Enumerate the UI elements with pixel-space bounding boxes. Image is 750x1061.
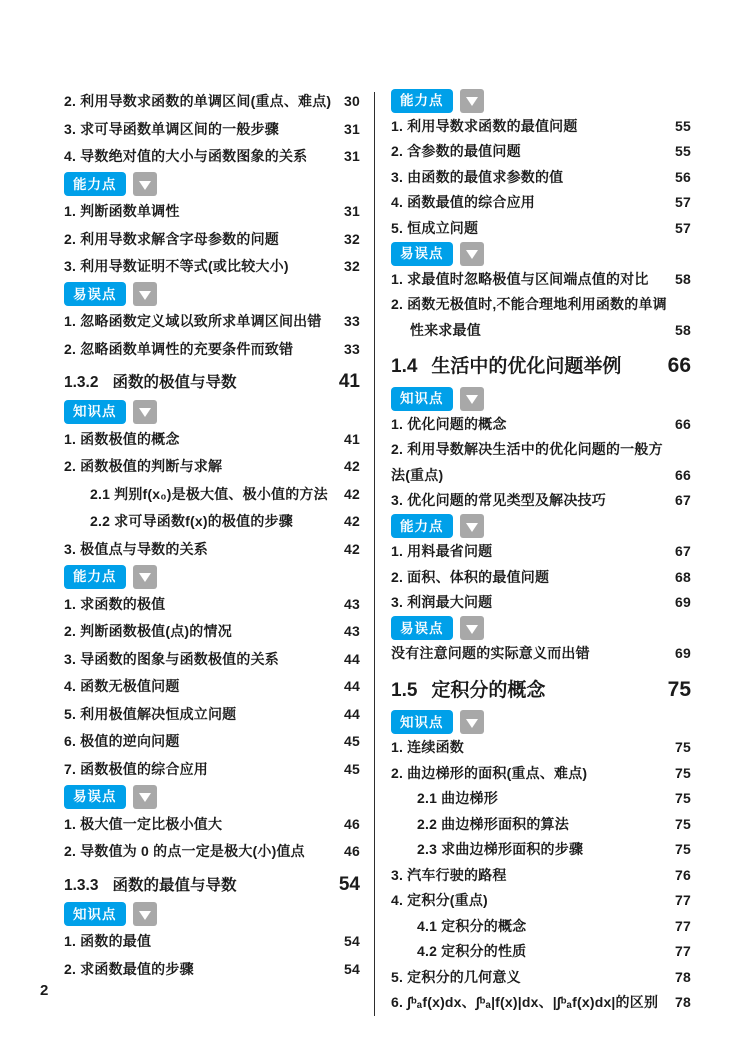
chevron-down-icon bbox=[460, 616, 484, 640]
toc-item-page-number: 56 bbox=[675, 168, 691, 185]
toc-item-page-number: 78 bbox=[675, 994, 691, 1010]
section-number: 1.3.2 bbox=[64, 374, 99, 391]
toc-item bbox=[391, 641, 691, 667]
toc-item-label: 2. 面积、体积的最值问题 bbox=[391, 568, 550, 585]
toc-item-label: 3. 导函数的图象与函数极值的关系 bbox=[64, 650, 279, 667]
toc-item-label: 1. 求最值时忽略极值与区间端点值的对比 bbox=[391, 270, 649, 287]
toc-item bbox=[391, 888, 691, 914]
badge-row bbox=[64, 398, 360, 426]
toc-item bbox=[64, 308, 360, 336]
toc-item-label: 2. 含参数的最值问题 bbox=[391, 143, 521, 159]
badge-row bbox=[391, 710, 691, 736]
toc-item-label: 2. 函数极值的判断与求解 bbox=[64, 458, 223, 474]
toc-item bbox=[64, 956, 360, 984]
toc-item bbox=[391, 812, 691, 838]
toc-item-label: 2. 曲边梯形的面积(重点、难点) bbox=[391, 764, 588, 781]
badge-row bbox=[391, 241, 691, 267]
toc-item-label: 5. 利用极值解决恒成立问题 bbox=[64, 705, 237, 722]
toc-item-page-number: 77 bbox=[675, 943, 691, 959]
badge-row bbox=[64, 901, 360, 929]
toc-item-page-number: 75 bbox=[675, 815, 691, 832]
toc-item-label: 3. 利润最大问题 bbox=[391, 594, 493, 610]
toc-item-label: 5. 恒成立问题 bbox=[391, 219, 479, 236]
toc-item-label: 1. 求函数的极值 bbox=[64, 595, 166, 612]
toc-item bbox=[391, 412, 691, 438]
toc-item bbox=[64, 143, 360, 171]
chevron-down-icon bbox=[133, 172, 157, 196]
toc-item-page-number: 75 bbox=[675, 764, 691, 781]
section-heading bbox=[64, 866, 360, 901]
toc-item-page-number: 75 bbox=[675, 790, 691, 806]
badge-ability: 能力点 bbox=[391, 89, 453, 113]
triangle-glyph bbox=[466, 719, 478, 728]
toc-item-label: 2. 忽略函数单调性的充要条件而致错 bbox=[64, 340, 294, 357]
badge-row bbox=[64, 171, 360, 199]
triangle-glyph bbox=[466, 97, 478, 106]
triangle-glyph bbox=[139, 291, 151, 300]
toc-item-page-number: 57 bbox=[675, 194, 691, 210]
chevron-down-icon bbox=[133, 282, 157, 306]
toc-item bbox=[391, 437, 691, 488]
toc-item bbox=[64, 673, 360, 701]
toc-item-page-number: 32 bbox=[344, 230, 360, 247]
toc-item-page-number: 76 bbox=[675, 866, 691, 883]
toc-item-page-number: 44 bbox=[344, 650, 360, 667]
chevron-down-icon bbox=[133, 902, 157, 926]
toc-item-page-number: 55 bbox=[675, 143, 691, 159]
section-page-number: 54 bbox=[338, 873, 360, 895]
toc-item bbox=[64, 453, 360, 481]
toc-item-label: 2. 求函数最值的步骤 bbox=[64, 960, 194, 977]
badge-row bbox=[64, 563, 360, 591]
toc-item-page-number: 46 bbox=[344, 815, 360, 832]
toc-item-page-number: 54 bbox=[344, 933, 360, 949]
toc-item-label: 2.2 求可导函数f(x)的极值的步骤 bbox=[90, 513, 293, 529]
toc-item-label: 3. 汽车行驶的路程 bbox=[391, 866, 507, 883]
toc-item-label: 1. 判断函数单调性 bbox=[64, 203, 180, 219]
badge-row bbox=[391, 514, 691, 540]
toc-item-page-number: 44 bbox=[344, 705, 360, 722]
toc-item-label: 2. 利用导数求解含字母参数的问题 bbox=[64, 230, 279, 247]
toc-item bbox=[64, 701, 360, 729]
toc-item-page-number: 31 bbox=[344, 148, 360, 164]
badge-error: 易误点 bbox=[64, 785, 126, 809]
triangle-glyph bbox=[139, 573, 151, 582]
toc-item-label: 2.1 曲边梯形 bbox=[417, 790, 498, 806]
toc-item-label: 1. 用料最省问题 bbox=[391, 543, 493, 559]
section-heading bbox=[64, 363, 360, 398]
toc-item-label: 4. 函数无极值问题 bbox=[64, 678, 180, 694]
toc-item-label: 3. 求可导函数单调区间的一般步骤 bbox=[64, 120, 279, 137]
triangle-glyph bbox=[466, 250, 478, 259]
toc-item-label: 3. 由函数的最值求参数的值 bbox=[391, 168, 564, 185]
toc-item bbox=[391, 735, 691, 761]
toc-item bbox=[391, 837, 691, 863]
section-title: 定积分的概念 bbox=[431, 679, 546, 701]
badge-error: 易误点 bbox=[391, 616, 453, 640]
triangle-glyph bbox=[139, 408, 151, 417]
section-page-number: 41 bbox=[338, 371, 360, 392]
toc-item-label: 1. 忽略函数定义域以致所求单调区间出错 bbox=[64, 313, 322, 329]
toc-item-label: 6. 极值的逆向问题 bbox=[64, 733, 180, 749]
toc-item-label: 2. 利用导数求函数的单调区间(重点、难点) bbox=[64, 93, 332, 109]
toc-item bbox=[64, 253, 360, 281]
toc-item-page-number: 43 bbox=[344, 623, 360, 639]
toc-item-page-number: 42 bbox=[344, 485, 360, 502]
toc-item-page-number: 31 bbox=[344, 203, 360, 219]
toc-item-label: 4. 定积分(重点) bbox=[391, 892, 488, 908]
toc-item bbox=[391, 914, 691, 940]
toc-item-label: 3. 极值点与导数的关系 bbox=[64, 540, 208, 557]
toc-item-label: 2.2 曲边梯形面积的算法 bbox=[417, 815, 569, 832]
toc-item-label: 1. 优化问题的概念 bbox=[391, 415, 507, 432]
toc-item-label: 4. 函数最值的综合应用 bbox=[391, 194, 535, 210]
chevron-down-icon bbox=[460, 89, 484, 113]
column-divider bbox=[374, 92, 375, 1016]
badge-row bbox=[391, 616, 691, 642]
toc-item-page-number: 42 bbox=[344, 513, 360, 529]
toc-item bbox=[391, 863, 691, 889]
toc-item bbox=[64, 508, 360, 536]
toc-item bbox=[391, 165, 691, 191]
toc-item bbox=[64, 728, 360, 756]
toc-item-label: 2.1 判别f(x₀)是极大值、极小值的方法 bbox=[90, 485, 328, 502]
badge-ability: 能力点 bbox=[64, 565, 126, 589]
toc-item-page-number: 41 bbox=[344, 430, 360, 447]
chevron-down-icon bbox=[460, 242, 484, 266]
toc-item-page-number: 58 bbox=[675, 321, 691, 338]
section-number: 1.4 bbox=[391, 356, 418, 377]
toc-item bbox=[391, 488, 691, 514]
toc-item-page-number: 67 bbox=[675, 492, 691, 508]
toc-item-page-number: 66 bbox=[675, 466, 691, 483]
badge-error: 易误点 bbox=[391, 242, 453, 266]
chevron-down-icon bbox=[133, 565, 157, 589]
toc-item bbox=[391, 965, 691, 991]
toc-item-page-number: 43 bbox=[344, 595, 360, 612]
badge-knowledge: 知识点 bbox=[391, 387, 453, 411]
toc-item-label: 5. 定积分的几何意义 bbox=[391, 968, 521, 985]
triangle-glyph bbox=[139, 793, 151, 802]
toc-item-label: 1. 连续函数 bbox=[391, 739, 464, 755]
toc-item bbox=[64, 198, 360, 226]
badge-ability: 能力点 bbox=[64, 172, 126, 196]
toc-item-page-number: 42 bbox=[344, 540, 360, 557]
toc-item bbox=[64, 88, 360, 116]
toc-item-label: 1. 函数极值的概念 bbox=[64, 430, 180, 447]
badge-error: 易误点 bbox=[64, 282, 126, 306]
toc-item-page-number: 30 bbox=[344, 93, 360, 109]
section-number: 1.5 bbox=[391, 679, 418, 701]
toc-item bbox=[64, 591, 360, 619]
toc-item-page-number: 58 bbox=[675, 270, 691, 287]
toc-item-page-number: 55 bbox=[675, 117, 691, 134]
badge-row bbox=[64, 783, 360, 811]
toc-item-label: 3. 利用导数证明不等式(或比较大小) bbox=[64, 258, 289, 274]
section-heading bbox=[391, 343, 691, 386]
section-title: 生活中的优化问题举例 bbox=[431, 356, 622, 377]
section-page-number: 75 bbox=[667, 677, 691, 701]
triangle-glyph bbox=[139, 181, 151, 190]
section-title: 函数的极值与导数 bbox=[112, 374, 237, 391]
toc-item bbox=[391, 565, 691, 591]
section-page-number: 66 bbox=[667, 354, 691, 377]
toc-item-label: 1. 利用导数求函数的最值问题 bbox=[391, 117, 578, 134]
toc-item bbox=[391, 761, 691, 787]
toc-item-label: 3. 优化问题的常见类型及解决技巧 bbox=[391, 492, 606, 508]
toc-item-page-number: 77 bbox=[675, 917, 691, 934]
toc-item bbox=[64, 618, 360, 646]
toc-item bbox=[391, 190, 691, 216]
chevron-down-icon bbox=[133, 400, 157, 424]
badge-row bbox=[391, 88, 691, 114]
badge-knowledge: 知识点 bbox=[391, 710, 453, 734]
toc-item bbox=[64, 426, 360, 454]
toc-column-right bbox=[391, 88, 691, 1016]
toc-item-label: 2. 导数值为 0 的点一定是极大(小)值点 bbox=[64, 843, 305, 859]
toc-item bbox=[391, 267, 691, 293]
badge-row bbox=[391, 386, 691, 412]
toc-item bbox=[64, 928, 360, 956]
toc-item-page-number: 45 bbox=[344, 733, 360, 749]
triangle-glyph bbox=[139, 911, 151, 920]
chevron-down-icon bbox=[133, 785, 157, 809]
toc-item-page-number: 78 bbox=[675, 968, 691, 985]
toc-item bbox=[64, 226, 360, 254]
toc-item bbox=[391, 292, 691, 343]
toc-item-page-number: 44 bbox=[344, 678, 360, 694]
badge-ability: 能力点 bbox=[391, 514, 453, 538]
toc-item bbox=[391, 139, 691, 165]
toc-item bbox=[64, 536, 360, 564]
toc-item-label: 4. 导数绝对值的大小与函数图象的关系 bbox=[64, 148, 308, 164]
badge-row bbox=[64, 281, 360, 309]
section-heading bbox=[391, 667, 691, 710]
toc-item bbox=[391, 786, 691, 812]
toc-item bbox=[64, 756, 360, 784]
section-number: 1.3.3 bbox=[64, 876, 99, 894]
toc-item-label: 2.3 求曲边梯形面积的步骤 bbox=[417, 841, 584, 857]
toc-item-label: 6. ∫ᵇₐf(x)dx、∫ᵇₐ|f(x)|dx、|∫ᵇₐf(x)dx|的区别 bbox=[391, 994, 659, 1010]
toc-item-page-number: 42 bbox=[344, 458, 360, 474]
toc-item-page-number: 54 bbox=[344, 960, 360, 977]
toc-item-page-number: 57 bbox=[675, 219, 691, 236]
toc-item-label: 2. 利用导数解决生活中的优化问题的一般方法(重点) bbox=[391, 441, 663, 483]
section-title: 函数的最值与导数 bbox=[112, 876, 237, 894]
toc-item-label: 2. 函数无极值时,不能合理地利用函数的单调性来求最值 bbox=[391, 296, 667, 338]
toc-item-page-number: 45 bbox=[344, 760, 360, 777]
toc-item-page-number: 68 bbox=[675, 568, 691, 585]
page-number: 2 bbox=[40, 982, 49, 999]
triangle-glyph bbox=[466, 395, 478, 404]
toc-item-page-number: 32 bbox=[344, 258, 360, 274]
toc-item bbox=[64, 116, 360, 144]
toc-item bbox=[64, 646, 360, 674]
triangle-glyph bbox=[466, 625, 478, 634]
chevron-down-icon bbox=[460, 387, 484, 411]
toc-item-page-number: 75 bbox=[675, 841, 691, 857]
toc-item bbox=[391, 590, 691, 616]
toc-item bbox=[64, 811, 360, 839]
toc-item-label: 4.2 定积分的性质 bbox=[417, 943, 527, 959]
badge-knowledge: 知识点 bbox=[64, 902, 126, 926]
toc-item-page-number: 75 bbox=[675, 739, 691, 755]
toc-item-label: 1. 函数的最值 bbox=[64, 933, 152, 949]
toc-item-label: 1. 极大值一定比极小值大 bbox=[64, 815, 223, 832]
toc-column-left bbox=[64, 88, 360, 1016]
toc-item bbox=[391, 114, 691, 140]
toc-item-page-number: 69 bbox=[675, 594, 691, 610]
toc-item bbox=[64, 481, 360, 509]
toc-item-label: 4.1 定积分的概念 bbox=[417, 917, 527, 934]
toc-item bbox=[391, 990, 691, 1016]
toc-item-page-number: 31 bbox=[344, 120, 360, 137]
toc-item-page-number: 77 bbox=[675, 892, 691, 908]
toc-item-page-number: 66 bbox=[675, 415, 691, 432]
toc-item bbox=[391, 939, 691, 965]
triangle-glyph bbox=[466, 523, 478, 532]
toc-item-label: 7. 函数极值的综合应用 bbox=[64, 760, 208, 777]
toc-item-page-number: 33 bbox=[344, 313, 360, 329]
toc-item-page-number: 67 bbox=[675, 543, 691, 559]
toc-item bbox=[64, 838, 360, 866]
badge-knowledge: 知识点 bbox=[64, 400, 126, 424]
toc-item bbox=[391, 216, 691, 242]
toc-item bbox=[64, 336, 360, 364]
toc-item-label: 没有注意问题的实际意义而出错 bbox=[391, 645, 590, 661]
toc-item-page-number: 46 bbox=[344, 843, 360, 859]
toc-item bbox=[391, 539, 691, 565]
toc-item-page-number: 33 bbox=[344, 340, 360, 357]
toc-item-page-number: 69 bbox=[675, 645, 691, 661]
chevron-down-icon bbox=[460, 514, 484, 538]
chevron-down-icon bbox=[460, 710, 484, 734]
toc-item-label: 2. 判断函数极值(点)的情况 bbox=[64, 623, 232, 639]
